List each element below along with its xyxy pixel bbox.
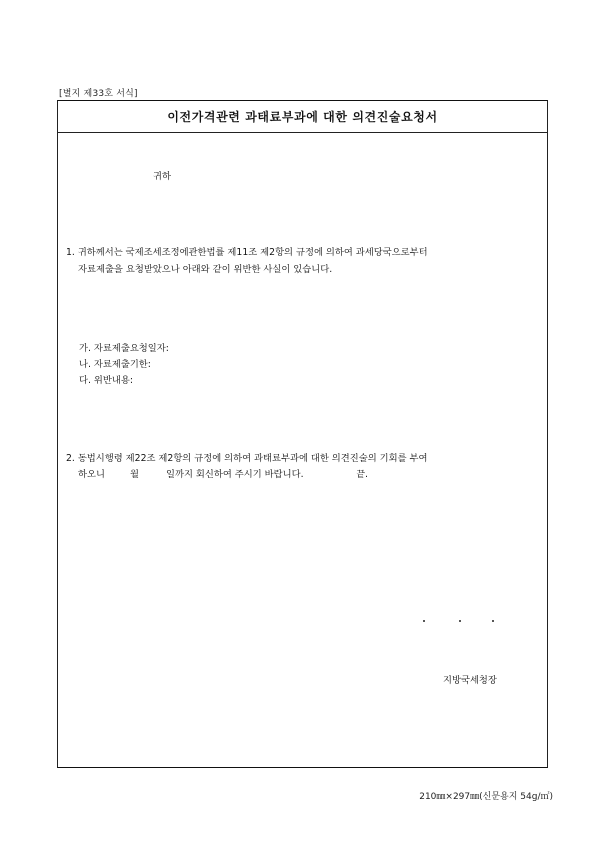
paper-spec-footer: 210㎜×297㎜(신문용지 54g/㎡)	[419, 792, 553, 802]
item-violation-details: 다. 위반내용:	[79, 375, 133, 386]
issuer-name: 지방국세청장	[443, 675, 497, 686]
title-row	[58, 101, 547, 133]
date-separator-dot	[492, 620, 494, 622]
item-request-date: 가. 자료제출요청일자:	[79, 343, 169, 354]
paragraph1-line2: 자료제출을 요청받았으나 아래와 같이 위반한 사실이 있습니다.	[78, 264, 333, 275]
date-separator-dot	[459, 620, 461, 622]
form-title: 이전가격관련 과태료부과에 대한 의견진술요청서	[167, 110, 438, 124]
form-frame	[57, 100, 548, 768]
form-number-label: [별지 제33호 서식]	[59, 89, 138, 99]
paragraph2-line1: 2. 동법시행령 제22조 제2항의 규정에 의하여 과태료부과에 대한 의견진술의 기회를 부여	[66, 453, 428, 464]
date-separator-dot	[423, 620, 425, 622]
addressee-suffix: 귀하	[153, 171, 171, 182]
item-submission-deadline: 나. 자료제출기한:	[79, 359, 151, 370]
paragraph2-month: 월	[130, 469, 139, 480]
paragraph1-line1: 1. 귀하께서는 국제조세조정에관한법률 제11조 제2항의 규정에 의하여 과세당국으로부터	[66, 247, 428, 258]
paragraph2-end-mark: 끝.	[356, 469, 368, 480]
paragraph2-line2-b: 일까지 회신하여 주시기 바랍니다.	[166, 469, 304, 480]
paragraph2-line2-a: 하오니	[78, 469, 105, 480]
